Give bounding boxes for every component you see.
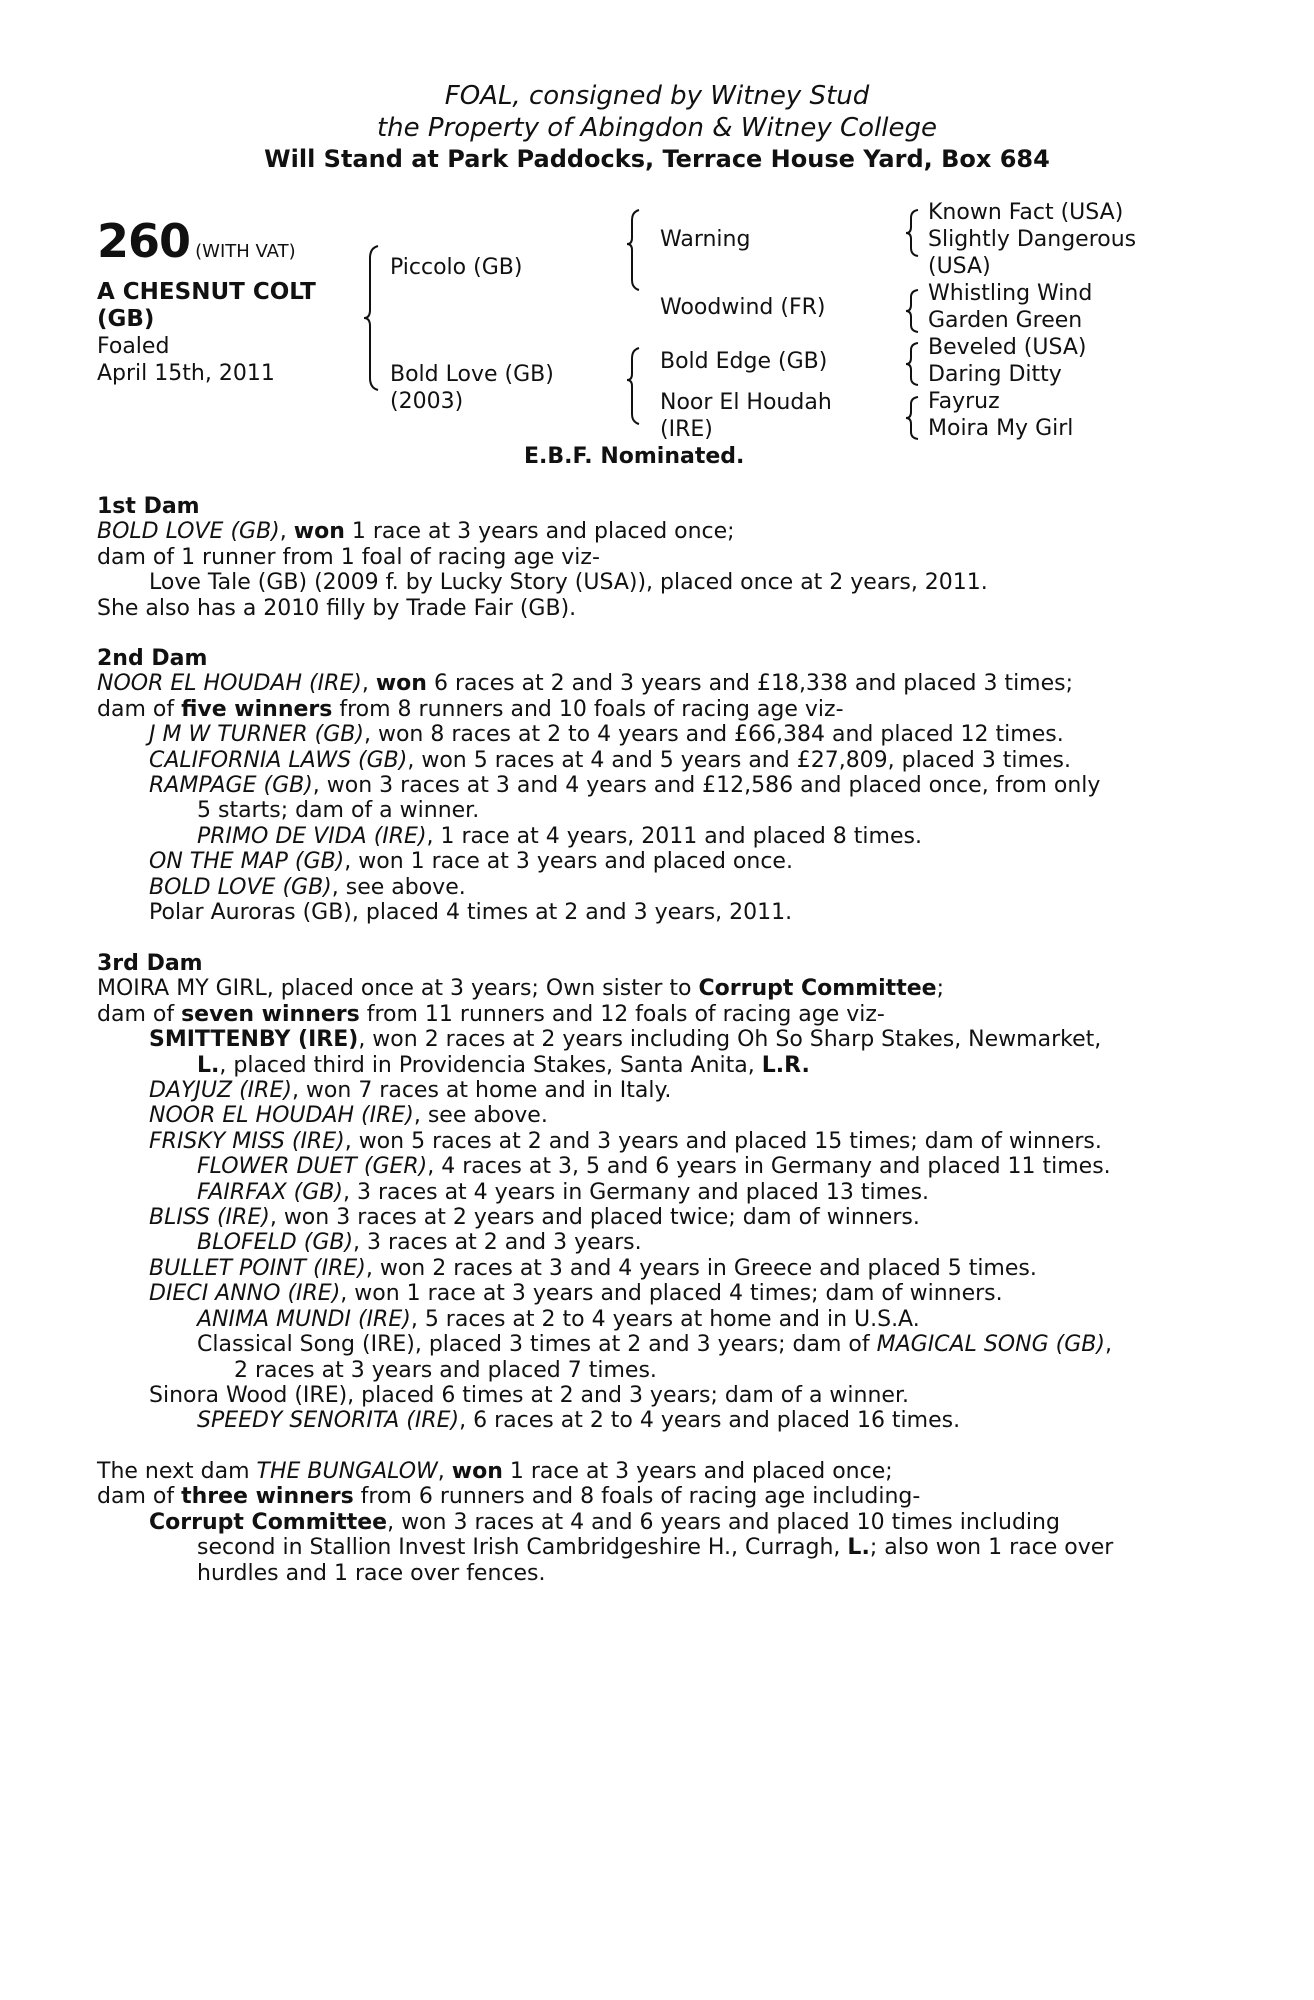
- grandproduce-entry: ANIMA MUNDI (IRE), 5 races at 2 to 4 years at home and in U.S.A.: [197, 1306, 920, 1332]
- sire-dam: Woodwind (FR): [660, 295, 826, 320]
- gen3-7: Fayruz: [928, 389, 1000, 414]
- first-dam-section: [97, 494, 988, 621]
- produce-entry: BLISS (IRE), won 3 races at 2 years and placed twice; dam of winners.: [149, 1205, 920, 1231]
- produce-entry: DIECI ANNO (IRE), won 1 race at 3 years and placed 4 times; dam of winners.: [149, 1281, 1003, 1307]
- lot-title-country: (GB): [97, 306, 155, 332]
- grandproduce-entry: FAIRFAX (GB), 3 races at 4 years in Germany and placed 13 times.: [197, 1179, 930, 1205]
- grandproduce-entry-cont: 2 races at 3 years and placed 7 times.: [234, 1357, 657, 1383]
- produce-summary: dam of 1 runner from 1 foal of racing age viz-: [97, 544, 600, 570]
- woodwind-parents-bracket: [906, 288, 922, 334]
- dam-year: (2003): [390, 389, 464, 414]
- sire-name: Piccolo (GB): [390, 255, 523, 280]
- property-line: the Property of Abingdon & Witney College: [376, 113, 937, 143]
- gen3-8: Moira My Girl: [928, 416, 1074, 441]
- sire-parents-bracket: [627, 208, 645, 292]
- foaled-label: Foaled: [97, 334, 170, 359]
- gen3-2-country: (USA): [928, 254, 991, 279]
- dam-parents-bracket: [627, 346, 645, 426]
- section-heading: 1st Dam: [97, 494, 200, 519]
- dam-dam-country: (IRE): [660, 417, 713, 442]
- consignor-line: FOAL, consigned by Witney Stud: [444, 81, 870, 111]
- grandproduce-entry: SPEEDY SENORITA (IRE), 6 races at 2 to 4 years and placed 16 times.: [197, 1408, 961, 1434]
- grandproduce-entry: FLOWER DUET (GER), 4 races at 3, 5 and 6 years in Germany and placed 11 times.: [197, 1154, 1111, 1180]
- produce-entry: SMITTENBY (IRE), won 2 races at 2 years including Oh So Sharp Stakes, Newmarket,: [149, 1027, 1102, 1053]
- lot-title: A CHESNUT COLT: [97, 279, 316, 305]
- section-heading: 2nd Dam: [97, 646, 208, 671]
- produce-note: She also has a 2010 filly by Trade Fair (GB).: [97, 595, 577, 621]
- dam-summary: NOOR EL HOUDAH (IRE), won 6 races at 2 and 3 years and £18,338 and placed 3 times;: [97, 671, 1074, 697]
- gen3-4: Garden Green: [928, 308, 1083, 333]
- produce-summary: dam of five winners from 8 runners and 10 foals of racing age viz-: [97, 696, 844, 722]
- next-dam-section: [97, 1459, 1113, 1586]
- produce-entry: CALIFORNIA LAWS (GB), won 5 races at 4 and 5 years and £27,809, placed 3 times.: [149, 747, 1071, 773]
- gen3-3: Whistling Wind: [928, 281, 1093, 306]
- second-dam-section: [97, 646, 1100, 925]
- dam-summary: MOIRA MY GIRL, placed once at 3 years; Own sister to Corrupt Committee;: [97, 976, 944, 1002]
- stand-location: Will Stand at Park Paddocks, Terrace House Yard, Box 684: [264, 145, 1050, 173]
- gen3-1: Known Fact (USA): [928, 200, 1124, 225]
- grandproduce-entry: Classical Song (IRE), placed 3 times at 2 and 3 years; dam of MAGICAL SONG (GB),: [197, 1332, 1112, 1358]
- gen3-5: Beveled (USA): [928, 335, 1087, 360]
- lot-number: 260: [97, 214, 191, 268]
- gen3-2: Slightly Dangerous: [928, 227, 1137, 252]
- produce-entry: J M W TURNER (GB), won 8 races at 2 to 4 years and £66,384 and placed 12 times.: [149, 722, 1064, 748]
- bold-edge-parents-bracket: [906, 341, 922, 387]
- produce-entry: FRISKY MISS (IRE), won 5 races at 2 and 3 years and placed 15 times; dam of winners.: [149, 1128, 1102, 1154]
- produce-entry-cont: hurdles and 1 race over fences.: [197, 1560, 546, 1586]
- ebf-nomination: E.B.F. Nominated.: [524, 444, 745, 469]
- produce-entry-cont: second in Stallion Invest Irish Cambridgeshire H., Curragh, L.; also won 1 race over: [197, 1535, 1114, 1561]
- foaled-date: April 15th, 2011: [97, 361, 275, 386]
- dam-sire: Bold Edge (GB): [660, 349, 828, 374]
- produce-entry-cont: L., placed third in Providencia Stakes, Santa Anita, L.R.: [197, 1052, 810, 1078]
- warning-parents-bracket: [906, 208, 922, 258]
- noor-el-houdah-parents-bracket: [906, 395, 922, 441]
- produce-entry: DAYJUZ (IRE), won 7 races at home and in Italy.: [149, 1078, 672, 1104]
- vat-label: (WITH VAT): [195, 241, 296, 262]
- dam-dam: Noor El Houdah: [660, 390, 832, 415]
- grandproduce-entry: BLOFELD (GB), 3 races at 2 and 3 years.: [197, 1230, 642, 1256]
- section-heading: 3rd Dam: [97, 951, 203, 976]
- produce-entry: ON THE MAP (GB), won 1 race at 3 years and placed once.: [149, 849, 793, 875]
- produce-entry: NOOR EL HOUDAH (IRE), see above.: [149, 1103, 548, 1129]
- produce-entry: Love Tale (GB) (2009 f. by Lucky Story (USA)), placed once at 2 years, 2011.: [149, 570, 988, 596]
- produce-entry-cont: 5 starts; dam of a winner.: [197, 798, 480, 824]
- produce-entry: BULLET POINT (IRE), won 2 races at 3 and 4 years in Greece and placed 5 times.: [149, 1255, 1037, 1281]
- produce-summary: dam of three winners from 6 runners and 8 foals of racing age including-: [97, 1484, 921, 1510]
- produce-entry: Polar Auroras (GB), placed 4 times at 2 and 3 years, 2011.: [149, 900, 793, 926]
- produce-summary: dam of seven winners from 11 runners and 12 foals of racing age viz-: [97, 1001, 885, 1027]
- produce-entry: RAMPAGE (GB), won 3 races at 3 and 4 years and £12,586 and placed once, from only: [149, 773, 1101, 799]
- produce-entry: Sinora Wood (IRE), placed 6 times at 2 and 3 years; dam of a winner.: [149, 1382, 909, 1408]
- produce-entry: BOLD LOVE (GB), see above.: [149, 874, 466, 900]
- dam-summary: The next dam THE BUNGALOW, won 1 race at 3 years and placed once;: [97, 1459, 893, 1484]
- lot-heading: [97, 214, 296, 279]
- sire-sire: Warning: [660, 227, 751, 252]
- produce-entry: Corrupt Committee, won 3 races at 4 and 6 years and placed 10 times including: [149, 1509, 1060, 1535]
- sire-dam-bracket: [364, 244, 384, 392]
- grandproduce-entry: PRIMO DE VIDA (IRE), 1 race at 4 years, 2011 and placed 8 times.: [197, 823, 922, 849]
- third-dam-section: [97, 951, 1112, 1434]
- dam-name: Bold Love (GB): [390, 362, 554, 387]
- dam-summary: BOLD LOVE (GB), won 1 race at 3 years and placed once;: [97, 519, 735, 545]
- gen3-6: Daring Ditty: [928, 362, 1062, 387]
